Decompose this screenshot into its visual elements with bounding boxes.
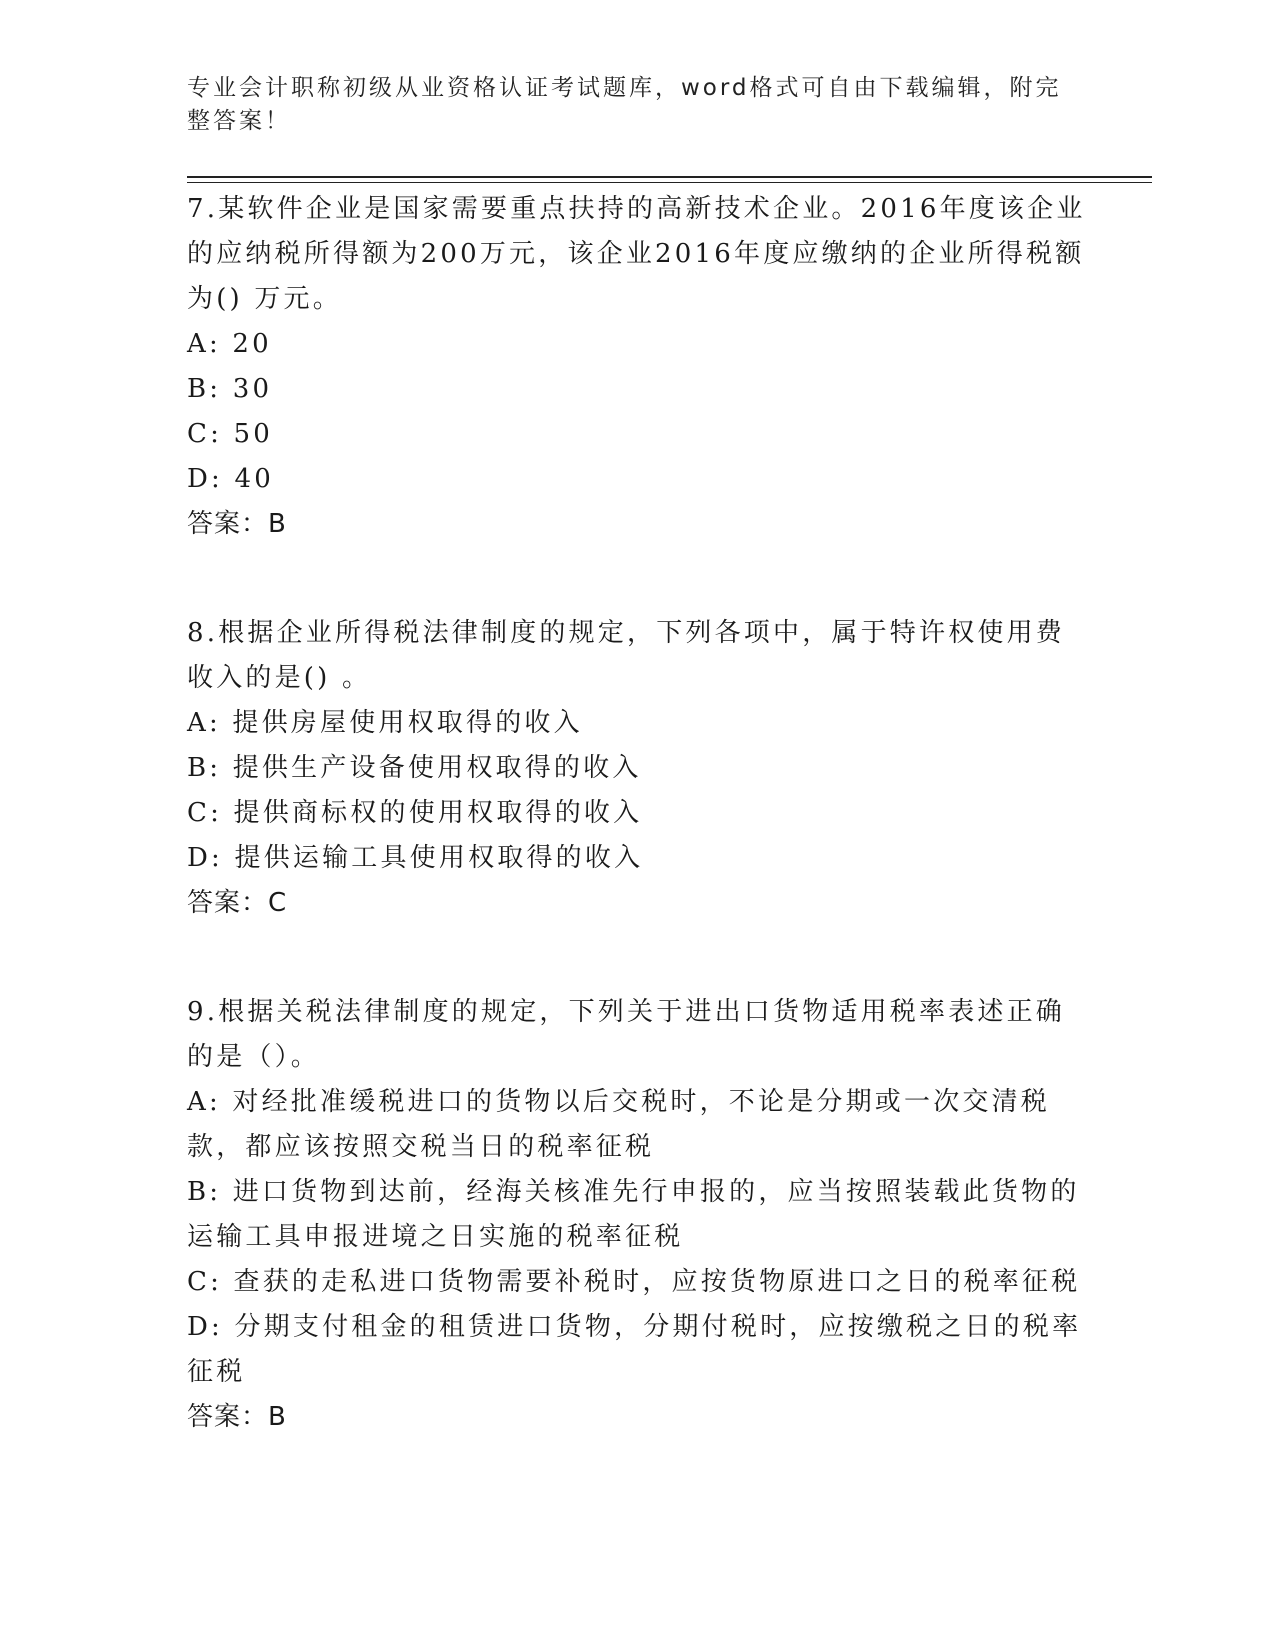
option-c: C: 提供商标权的使用权取得的收入 [187,798,643,828]
option-c: C: 查获的走私进口货物需要补税时，应按货物原进口之日的税率征税 [187,1267,1081,1297]
option-b: B: 提供生产设备使用权取得的收入 [187,753,642,783]
question-stem: 7.某软件企业是国家需要重点扶持的高新技术企业。2016年度该企业的应纳税所得额为200万元，该企业2016年度应缴纳的企业所得税额为() 万元。 [187,194,1086,314]
answer-line: 答案：B [187,509,287,539]
option-b: B: 30 [187,374,273,404]
option-a: A: 20 [187,329,272,359]
answer-line: 答案：C [187,888,288,918]
option-c: C: 50 [187,419,274,449]
header-rule-thick [187,176,1152,178]
option-d: D: 40 [187,464,274,494]
document-header: 专业会计职称初级从业资格认证考试题库，word格式可自由下载编辑，附完整答案！ [187,75,1062,134]
option-d: D: 提供运输工具使用权取得的收入 [187,843,644,873]
option-b: B: 进口货物到达前，经海关核准先行申报的，应当按照装载此货物的运输工具申报进境之日实施的税率征税 [187,1177,1080,1252]
question-item [187,187,1087,547]
question-item [187,611,1087,926]
option-d: D: 分期支付租金的租赁进口货物，分期付税时，应按缴税之日的税率征税 [187,1312,1082,1387]
questions-list [187,187,1087,1500]
question-stem: 9.根据关税法律制度的规定，下列关于进出口货物适用税率表述正确的是（）。 [187,997,1066,1072]
option-a: A: 提供房屋使用权取得的收入 [187,708,583,738]
option-a: A: 对经批准缓税进口的货物以后交税时，不论是分期或一次交清税款，都应该按照交税当日的税率征税 [187,1087,1051,1162]
question-stem: 8.根据企业所得税法律制度的规定，下列各项中，属于特许权使用费收入的是() 。 [187,618,1066,693]
answer-line: 答案：B [187,1402,287,1432]
question-item [187,990,1087,1440]
header-rule-thin [187,182,1152,183]
